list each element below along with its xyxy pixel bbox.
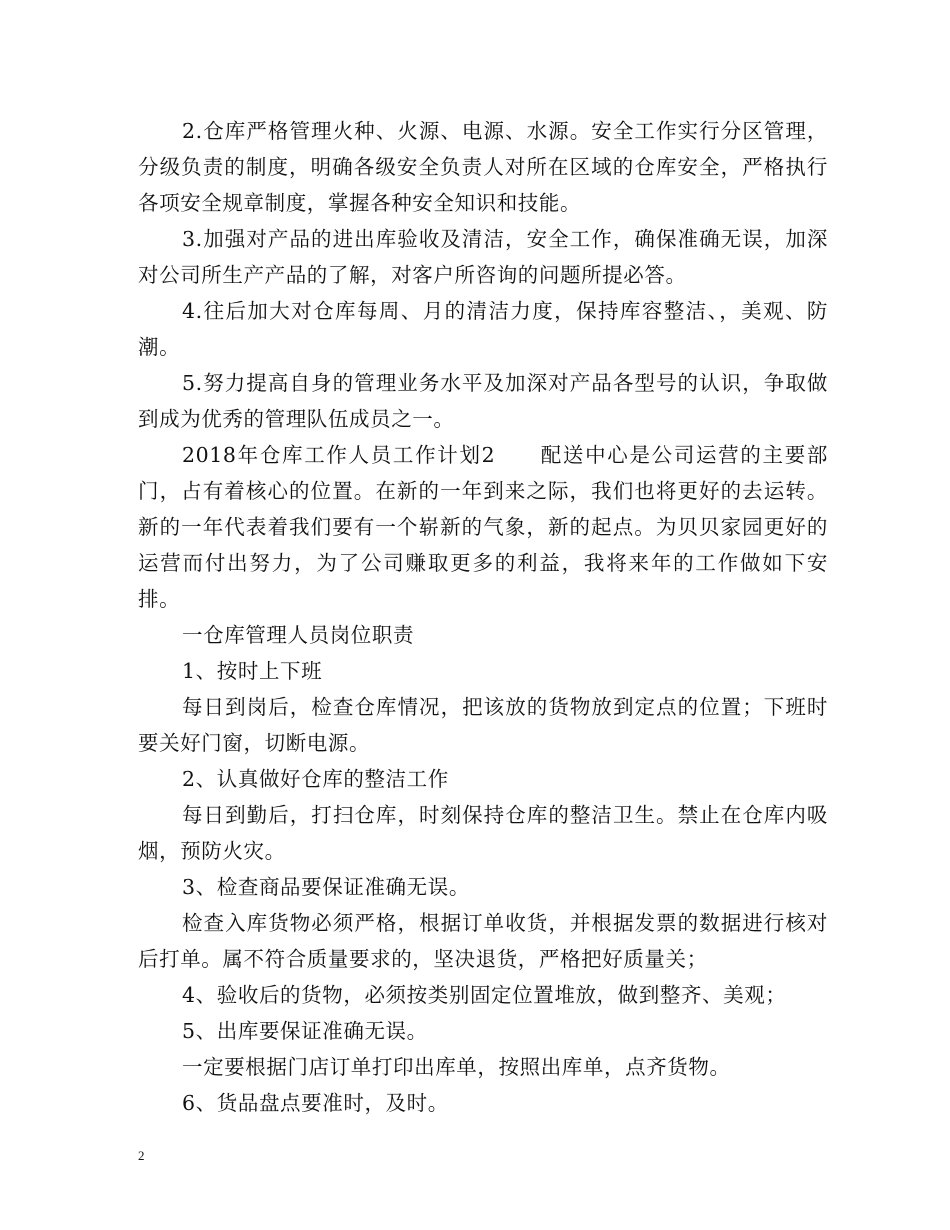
paragraph-10: 每日到勤后，打扫仓库，时刻保持仓库的整洁卫生。禁止在仓库内吸烟，预防火灾。 — [138, 803, 828, 863]
paragraph-4: 5.努力提高自身的管理业务水平及加深对产品各型号的认识，争取做到成为优秀的管理队伍成员之一。 — [138, 371, 828, 431]
paragraph-5: 2018年仓库工作人员工作计划2 配送中心是公司运营的主要部门，占有着核心的位置。在新的一年到来之际，我们也将更好的去运转。新的一年代表着我们要有一个崭新的气象，新的起点。为贝贝家园更好的运营而付出努力，为了公司赚取更多的利益，我将来年的工作做如下安排。 — [138, 443, 828, 611]
paragraph-3: 4.往后加大对仓库每周、月的清洁力度，保持库容整洁、，美观、防潮。 — [138, 299, 828, 359]
item-heading-2: 2、认真做好仓库的整洁工作 — [182, 767, 449, 791]
item-heading-6: 6、货品盘点要准时，及时。 — [182, 1091, 449, 1115]
item-heading-5: 5、出库要保证准确无误。 — [182, 1019, 428, 1043]
paragraph-12: 检查入库货物必须严格，根据订单收货，并根据发票的数据进行核对后打单。属不符合质量要求的，坚决退货，严格把好质量关； — [138, 911, 828, 971]
item-heading-4: 4、验收后的货物，必须按类别固定位置堆放，做到整齐、美观； — [182, 983, 787, 1007]
document-body — [138, 113, 828, 1121]
paragraph-2: 3.加强对产品的进出库验收及清洁，安全工作，确保准确无误，加深对公司所生产产品的了解，对客户所咨询的问题所提必答。 — [138, 227, 828, 287]
paragraph-15: 一定要根据门店订单打印出库单，按照出库单，点齐货物。 — [182, 1055, 731, 1079]
paragraph-1: 2.仓库严格管理火种、火源、电源、水源。安全工作实行分区管理，分级负责的制度，明确各级安全负责人对所在区域的仓库安全，严格执行各项安全规章制度，掌握各种安全知识和技能。 — [138, 119, 828, 215]
item-heading-1: 1、按时上下班 — [182, 659, 323, 683]
section-heading: 一仓库管理人员岗位职责 — [182, 623, 415, 647]
paragraph-8: 每日到岗后，检查仓库情况，把该放的货物放到定点的位置；下班时要关好门窗，切断电源。 — [138, 695, 828, 755]
item-heading-3: 3、检查商品要保证准确无误。 — [182, 875, 470, 899]
page-number: 2 — [138, 1148, 145, 1163]
